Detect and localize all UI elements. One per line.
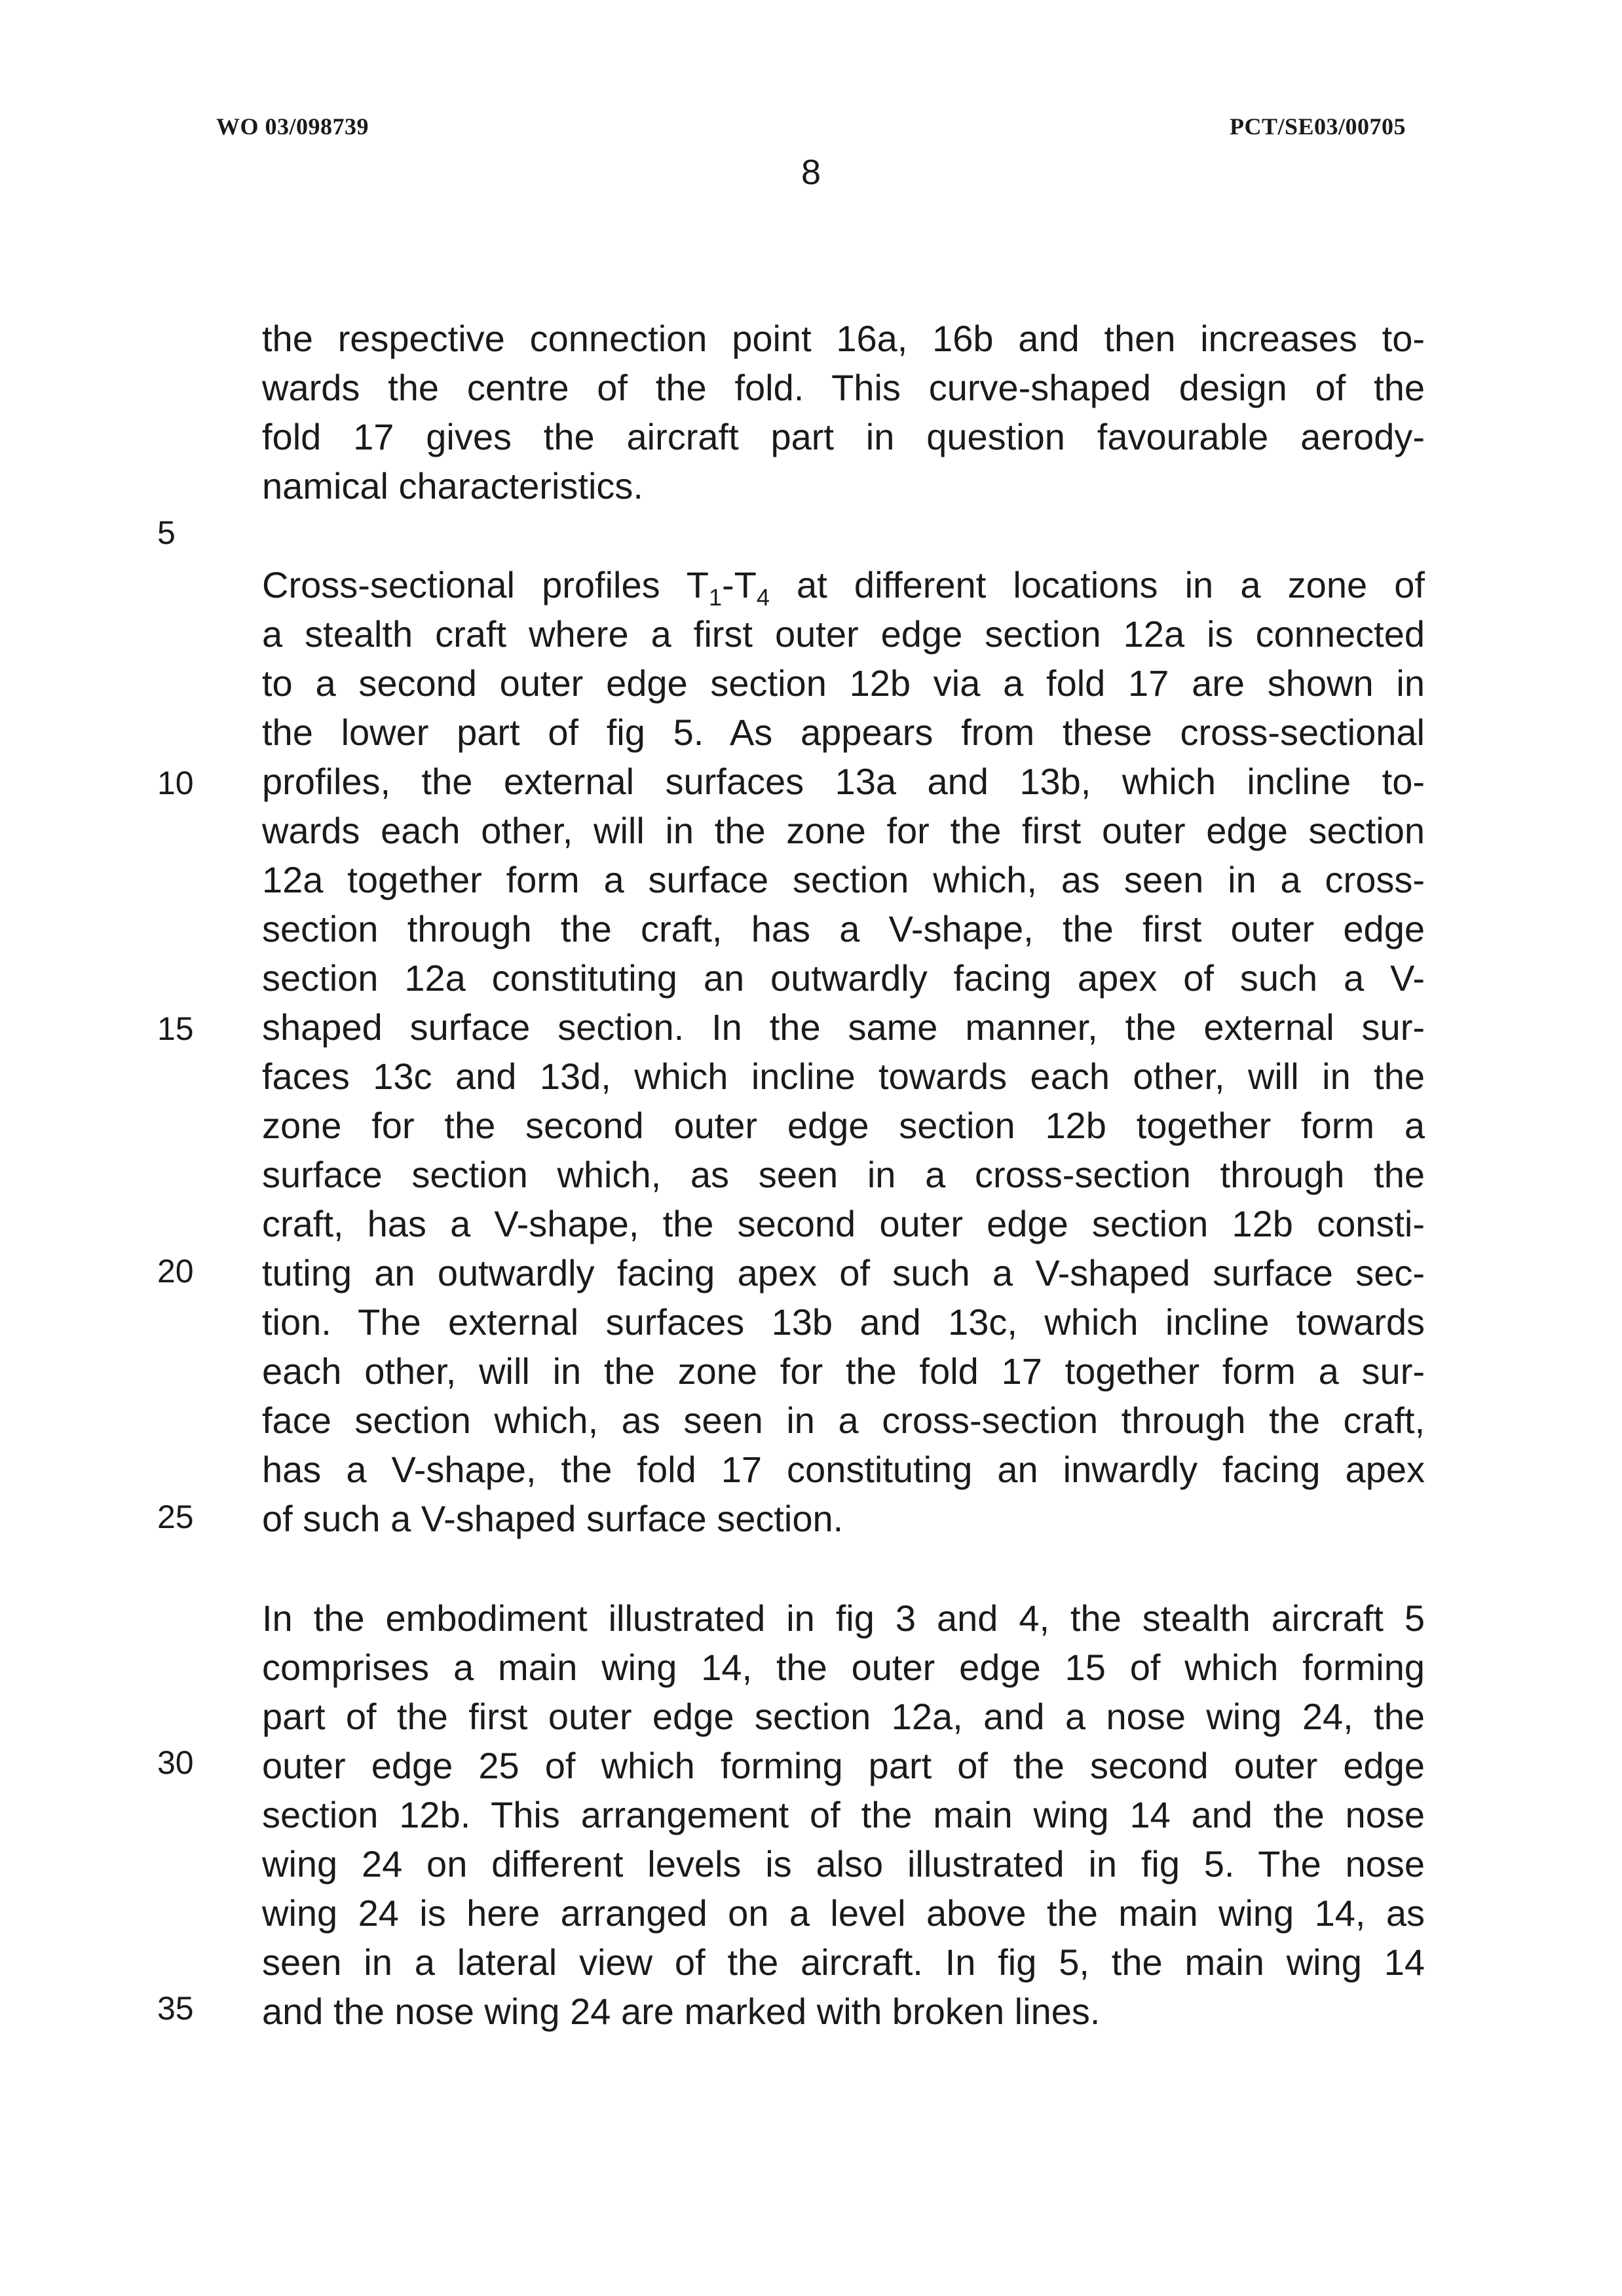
text-line: a stealth craft where a first outer edge section 12a is connected xyxy=(262,613,1425,655)
text-line: profiles, the external surfaces 13a and 13b, which incline to- xyxy=(262,761,1425,802)
page-number: 8 xyxy=(801,153,821,192)
publication-number: WO 03/098739 xyxy=(216,113,369,140)
text-line: and the nose wing 24 are marked with broken lines. xyxy=(262,1991,1101,2032)
text-line: fold 17 gives the aircraft part in question favourable aerody- xyxy=(262,416,1425,457)
text-line: the lower part of fig 5. As appears from these cross-sectional xyxy=(262,712,1425,753)
text-line: has a V-shape, the fold 17 constituting an inwardly facing apex xyxy=(262,1449,1425,1490)
text-line: In the embodiment illustrated in fig 3 and 4, the stealth aircraft 5 xyxy=(262,1598,1425,1639)
text-line: face section which, as seen in a cross-section through the craft, xyxy=(262,1400,1425,1441)
text-line: tion. The external surfaces 13b and 13c, which incline towards xyxy=(262,1301,1425,1343)
line-number: 15 xyxy=(157,1010,194,1047)
application-number: PCT/SE03/00705 xyxy=(1229,113,1406,140)
text-line: tuting an outwardly facing apex of such a V-shaped surface sec- xyxy=(262,1252,1425,1293)
text-line: comprises a main wing 14, the outer edge 15 of which forming xyxy=(262,1647,1425,1688)
text-line: section through the craft, has a V-shape, the first outer edge xyxy=(262,908,1425,949)
text-line: outer edge 25 of which forming part of the second outer edge xyxy=(262,1745,1425,1786)
line-number: 35 xyxy=(157,1990,194,2027)
text-line: namical characteristics. xyxy=(262,465,643,507)
text-line: wards each other, will in the zone for the first outer edge section xyxy=(262,810,1425,851)
text-line: to a second outer edge section 12b via a fold 17 are shown in xyxy=(262,662,1425,704)
text-line: 12a together form a surface section which, as seen in a cross- xyxy=(262,859,1425,900)
line-number: 25 xyxy=(157,1499,194,1535)
text-line: shaped surface section. In the same manner, the external sur- xyxy=(262,1006,1425,1048)
text-line: seen in a lateral view of the aircraft. In fig 5, the main wing 14 xyxy=(262,1942,1425,1983)
text-line: of such a V-shaped surface section. xyxy=(262,1498,844,1539)
text-line: each other, will in the zone for the fold 17 together form a sur- xyxy=(262,1350,1425,1392)
line-number: 5 xyxy=(157,514,176,551)
text-line: wards the centre of the fold. This curve-shaped design of the xyxy=(262,367,1425,408)
text-line: the respective connection point 16a, 16b and then increases to- xyxy=(262,318,1425,359)
text-line: zone for the second outer edge section 12b together form a xyxy=(262,1105,1425,1146)
text-line: wing 24 is here arranged on a level above the main wing 14, as xyxy=(262,1892,1425,1934)
text-line: wing 24 on different levels is also illustrated in fig 5. The nose xyxy=(262,1843,1425,1885)
text-line: section 12b. This arrangement of the main wing 14 and the nose xyxy=(262,1794,1425,1835)
text-line: Cross-sectional profiles $T_1-T_4$ at different locations in a zone of xyxy=(262,564,1425,611)
text-line: faces 13c and 13d, which incline towards each other, will in the xyxy=(262,1056,1425,1097)
line-number: 30 xyxy=(157,1744,194,1781)
text-line: section 12a constituting an outwardly facing apex of such a V- xyxy=(262,957,1425,999)
text-line: craft, has a V-shape, the second outer edge section 12b consti- xyxy=(262,1203,1425,1244)
text-line: part of the first outer edge section 12a, and a nose wing 24, the xyxy=(262,1696,1425,1737)
text-line: surface section which, as seen in a cross-section through the xyxy=(262,1154,1425,1195)
line-number: 20 xyxy=(157,1253,194,1290)
line-number: 10 xyxy=(157,765,194,801)
